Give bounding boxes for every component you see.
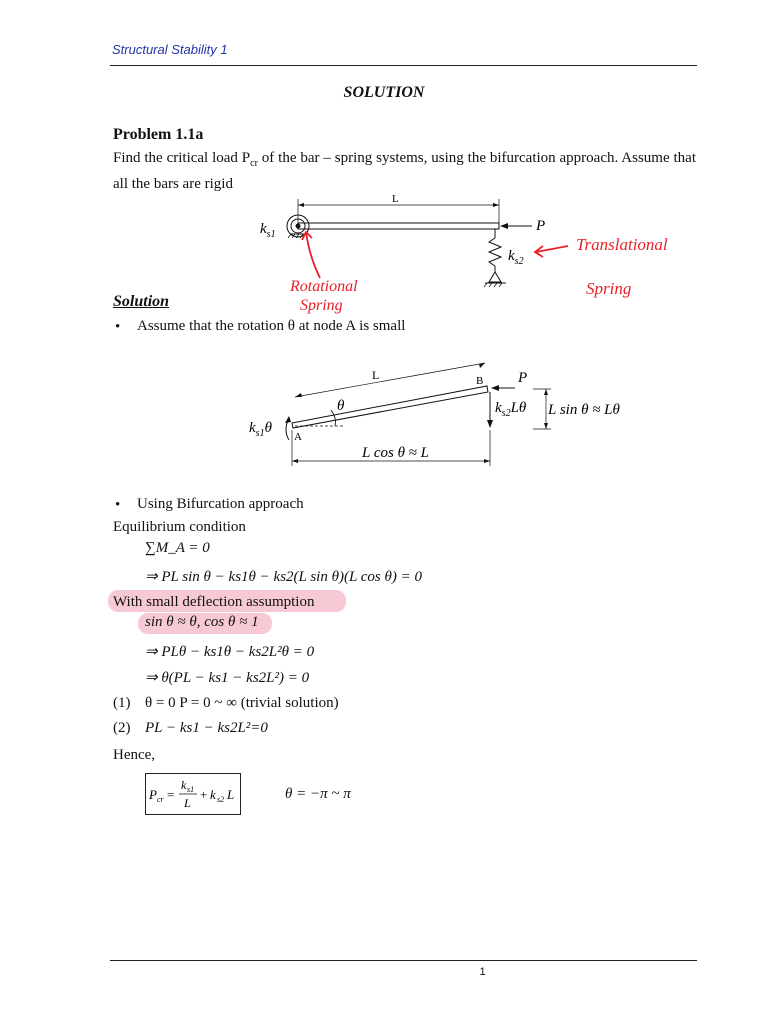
fig2-horizontal-dim: L cos θ ≈ L [362, 445, 430, 461]
bullet-dot-2: • [115, 497, 121, 513]
svg-text:s1: s1 [187, 785, 195, 794]
fig2-node-b: B [476, 375, 484, 387]
footer-rule [110, 960, 697, 961]
eq-factored: ⇒ θ(PL − ks1 − ks2L²) = 0 [145, 670, 310, 686]
svg-text:=: = [167, 787, 175, 802]
bullet-assume-small-rotation: Assume that the rotation θ at node A is small [137, 318, 406, 334]
note-rotational-1: Rotational [290, 278, 358, 295]
svg-text:s2: s2 [217, 795, 225, 804]
bullet-dot: • [115, 319, 121, 335]
note-translational-1: Translational [576, 235, 668, 254]
problem-statement: Find the critical load $P_{cr}$ of the bar – spring systems, using the bifurcation approach. Assume that all the bars are rigid [113, 150, 696, 192]
small-deflection-label: With small deflection assumption [113, 594, 315, 610]
hence-label: Hence, [113, 747, 156, 763]
fig2-rot-moment: $k_{s1}\theta$ [249, 420, 272, 439]
eq-approximation: sin θ ≈ θ, cos θ ≈ 1 [145, 614, 259, 630]
page-number: 1 [479, 966, 486, 978]
result-theta-range: θ = −π ~ π [285, 786, 351, 802]
fig2-theta-label: θ [337, 398, 345, 414]
svg-text:+: + [200, 787, 208, 802]
svg-text:cr: cr [157, 795, 164, 804]
eq-equilibrium-full: ⇒ PL sin θ − ks1θ − ks2(L sin θ)(L cos θ) = 0 [145, 569, 423, 585]
svg-text:P: P [149, 787, 157, 802]
fig2-spring-force: $k_{s2}L\theta$ [495, 400, 527, 419]
figure-rotated-bar [245, 360, 665, 470]
svg-text:k: k [210, 787, 216, 802]
fig2-load-label: P [518, 370, 528, 386]
result-formula [146, 774, 240, 814]
fig1-ks2-label: $k_{s2}$ [508, 248, 524, 267]
fig1-length-label: L [392, 193, 399, 205]
svg-text:L: L [227, 787, 235, 802]
running-header: Structural Stability 1 [112, 42, 228, 57]
solution-heading: SOLUTION [343, 84, 425, 101]
fig2-node-a: A [294, 431, 302, 443]
result-box [145, 773, 241, 815]
svg-text:k: k [181, 778, 187, 792]
case1-number: (1) [113, 695, 131, 711]
note-translational-2: Spring [586, 279, 632, 298]
note-rotational-2: Spring [300, 297, 343, 314]
fig2-length-label: L [372, 368, 380, 382]
svg-text:L: L [184, 796, 191, 810]
problem-title: Problem 1.1a [113, 126, 204, 143]
bullet-bifurcation: Using Bifurcation approach [137, 496, 304, 512]
eq-linearized: ⇒ PLθ − ks1θ − ks2L²θ = 0 [145, 644, 315, 660]
case2-critical: PL − ks1 − ks2L²=0 [145, 720, 268, 736]
solution-subtitle: Solution [113, 293, 170, 310]
equilibrium-label: Equilibrium condition [113, 519, 246, 535]
eq-sum-moments: ∑M_A = 0 [145, 540, 210, 556]
fig2-vertical-dim: L sin θ ≈ Lθ [548, 402, 620, 418]
figure-bar-spring-system [250, 190, 690, 315]
case1-trivial: θ = 0 P = 0 ~ ∞ (trivial solution) [145, 695, 339, 711]
fig1-load-label: P [536, 218, 546, 234]
case2-number: (2) [113, 720, 131, 736]
fig1-ks1-label: $k_{s1}$ [260, 221, 276, 240]
header-rule [110, 65, 697, 66]
